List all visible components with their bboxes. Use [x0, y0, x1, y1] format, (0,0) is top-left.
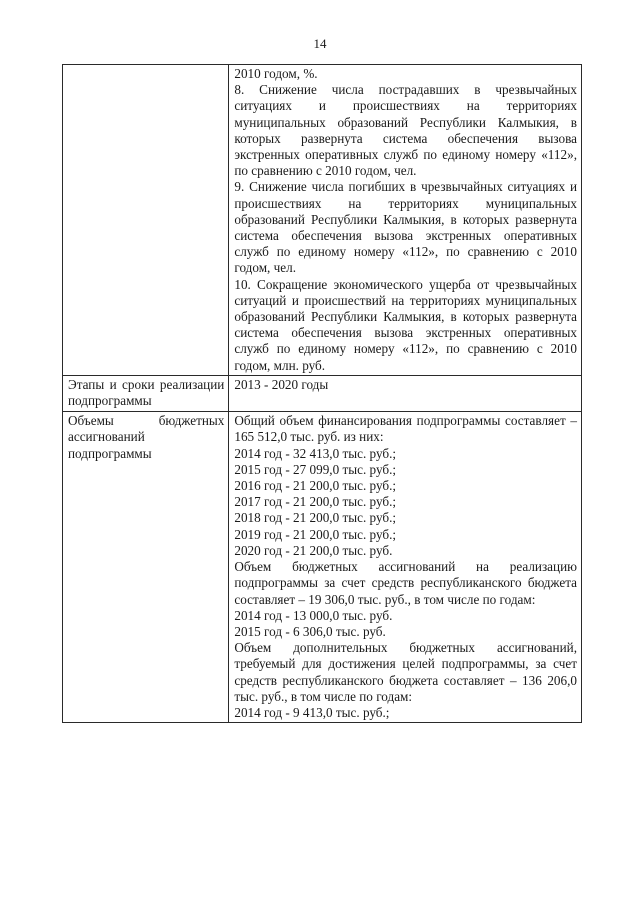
row-content-cell: [229, 375, 582, 411]
row-label-cell: [63, 412, 229, 723]
funding-year-2017: 2017 год - 21 200,0 тыс. руб.;: [234, 494, 397, 510]
additional-budget-text: Объем дополнительных бюджетных ассигнований, требуемый для достижения целей подпрограммы, за счет средств республиканского бюджета составляет – 136 206,0 тыс. руб., в том числе по годам:: [234, 640, 577, 704]
funding-year-2015: 2015 год - 27 099,0 тыс. руб.;: [234, 461, 397, 477]
stages-text: 2013 - 2020 годы: [234, 376, 329, 392]
row-label-cell: [63, 65, 229, 376]
indicator-8: 8. Снижение числа пострадавших в чрезвычайных ситуациях и происшествиях на территориях муниципальных образований Республики Калмыкия, в которых развернута система обеспечения вызова экстренных оперативных служб по единому номеру «112», по сравнению с 2010 годом, чел.: [234, 82, 577, 179]
passport-table: [62, 64, 582, 723]
funding-year-2020: 2020 год - 21 200,0 тыс. руб.: [234, 542, 393, 558]
funding-year-2016: 2016 год - 21 200,0 тыс. руб.;: [234, 478, 397, 494]
indicator-10: 10. Сокращение экономического ущерба от чрезвычайных ситуаций и происшествий на территориях муниципальных образований Республики Калмыкия, в которых развернута система обеспечения вызова экстренных оперативных служб по единому номеру «112», по сравнению с 2010 годом, млн. руб.: [234, 276, 577, 373]
table-row-stages: [63, 375, 582, 411]
additional-year-2014: 2014 год - 9 413,0 тыс. руб.;: [234, 704, 390, 720]
republican-year-2014: 2014 год - 13 000,0 тыс. руб.: [234, 607, 393, 623]
page-number: 14: [313, 36, 327, 51]
row-label: Объемы бюджетных ассигнований подпрограммы: [68, 413, 225, 461]
row-label-cell: [63, 375, 229, 411]
indicator-text: 2010 годом, %.: [234, 66, 318, 81]
republican-budget-text: Объем бюджетных ассигнований на реализацию подпрограммы за счет средств республиканского бюджета составляет – 19 306,0 тыс. руб., в том числе по годам:: [234, 559, 577, 607]
funding-year-2018: 2018 год - 21 200,0 тыс. руб.;: [234, 510, 397, 526]
table-row-indicators: [63, 65, 582, 376]
funding-year-2014: 2014 год - 32 413,0 тыс. руб.;: [234, 445, 397, 461]
funding-total: Общий объем финансирования подпрограммы составляет – 165 512,0 тыс. руб. из них:: [234, 413, 577, 445]
row-content-cell: [229, 412, 582, 723]
row-label: Этапы и сроки реализации подпрограммы: [68, 376, 225, 409]
row-content-cell: [229, 65, 582, 376]
funding-year-2019: 2019 год - 21 200,0 тыс. руб.;: [234, 526, 397, 542]
table-row-funding: [63, 412, 582, 723]
republican-year-2015: 2015 год - 6 306,0 тыс. руб.: [234, 623, 386, 639]
indicator-9: 9. Снижение числа погибших в чрезвычайных ситуациях и происшествиях на территориях муниципальных образований Республики Калмыкия, в которых развернута система обеспечения вызова экстренных оперативных служб по единому номеру «112», по сравнению с 2010 годом, чел.: [234, 179, 577, 276]
